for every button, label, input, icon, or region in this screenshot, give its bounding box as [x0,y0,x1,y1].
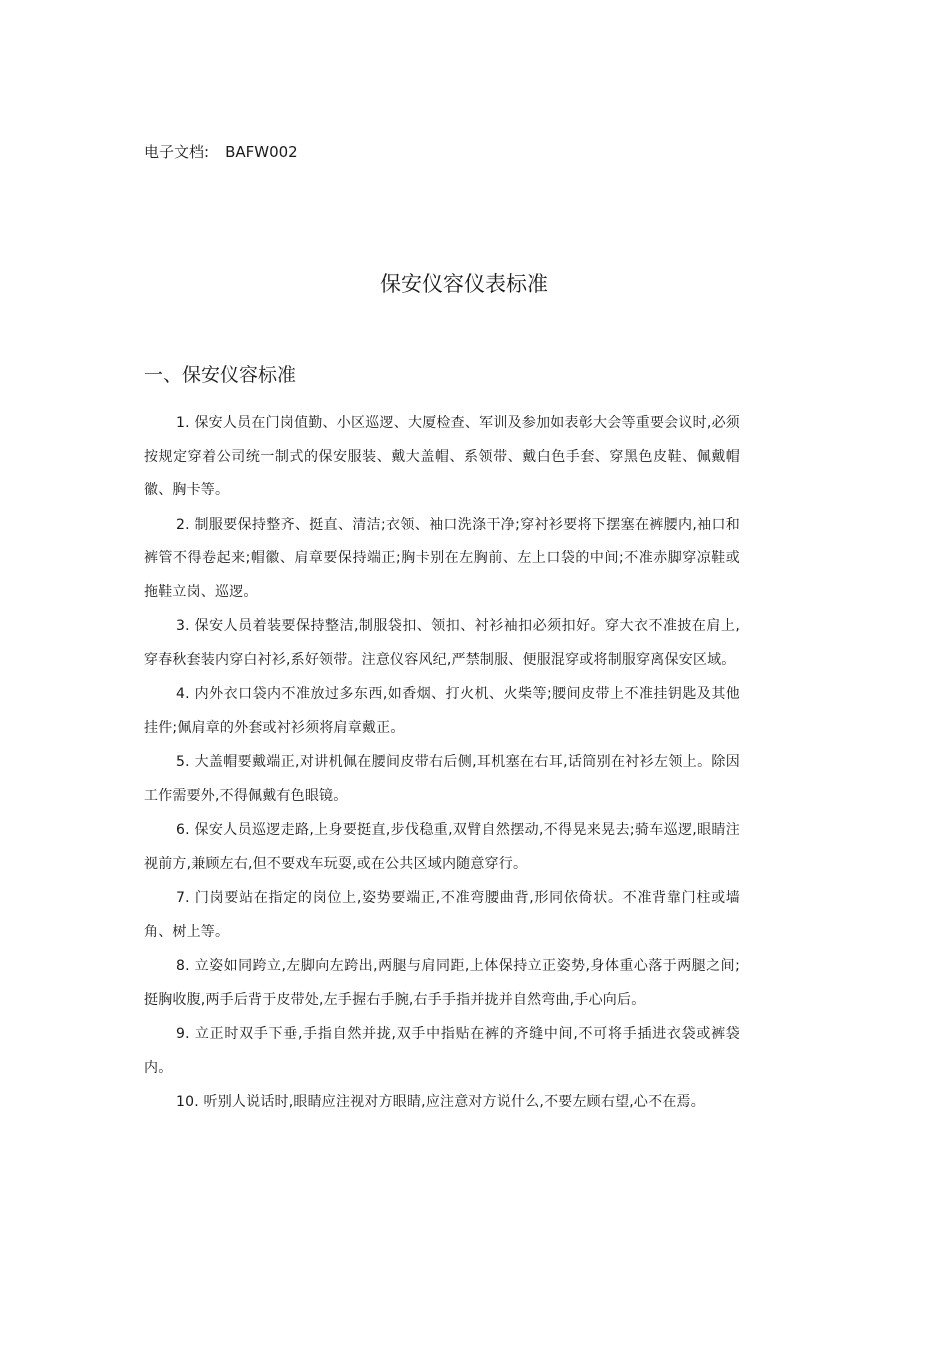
document-id [144,142,298,162]
standard-item-3: 3. 保安人员着装要保持整洁,制服袋扣、领扣、衬衫袖扣必须扣好。穿大衣不准披在肩上,穿春秋套装内穿白衬衫,系好领带。注意仪容风纪,严禁制服、便服混穿或将制服穿离保安区域。 [144,618,740,668]
standard-item-4: 4. 内外衣口袋内不准放过多东西,如香烟、打火机、火柴等;腰间皮带上不准挂钥匙及其他挂件;佩肩章的外套或衬衫须将肩章戴正。 [144,686,740,736]
standard-item-1: 1. 保安人员在门岗值勤、小区巡逻、大厦检查、军训及参加如表彰大会等重要会议时,必须按规定穿着公司统一制式的保安服装、戴大盖帽、系领带、戴白色手套、穿黑色皮鞋、佩戴帽徽、胸卡等。 [144,415,740,498]
standard-item-7: 7. 门岗要站在指定的岗位上,姿势要端正,不准弯腰曲背,形同依倚状。不准背靠门柱或墙角、树上等。 [144,890,740,940]
standard-item-2: 2. 制服要保持整齐、挺直、清洁;衣领、袖口洗涤干净;穿衬衫要将下摆塞在裤腰内,袖口和裤管不得卷起来;帽徽、肩章要保持端正;胸卡别在左胸前、左上口袋的中间;不准赤脚穿凉鞋或拖鞋立岗、巡逻。 [144,516,740,600]
section-heading: 一、保安仪容标准 [144,364,297,386]
document-title: 保安仪容仪表标准 [380,272,548,296]
standard-item-6: 6. 保安人员巡逻走路,上身要挺直,步伐稳重,双臂自然摆动,不得晃来晃去;骑车巡逻,眼睛注视前方,兼顾左右,但不要戏车玩耍,或在公共区域内随意穿行。 [144,822,740,872]
standards-list [144,407,740,1121]
standard-item-5: 5. 大盖帽要戴端正,对讲机佩在腰间皮带右后侧,耳机塞在右耳,话筒别在衬衫左领上。除因工作需要外,不得佩戴有色眼镜。 [144,754,740,804]
standard-item-8: 8. 立姿如同跨立,左脚向左跨出,两腿与肩同距,上体保持立正姿势,身体重心落于两腿之间;挺胸收腹,两手后背于皮带处,左手握右手腕,右手手指并拢并自然弯曲,手心向后。 [144,958,740,1008]
standard-item-10: 10. 听别人说话时,眼睛应注视对方眼睛,应注意对方说什么,不要左顾右望,心不在焉。 [176,1094,705,1110]
document-id-code: BAFW002 [225,143,298,161]
document-id-label: 电子文档: [144,143,210,161]
standard-item-9: 9. 立正时双手下垂,手指自然并拢,双手中指贴在裤的齐缝中间,不可将手插进衣袋或裤袋内。 [144,1026,740,1076]
